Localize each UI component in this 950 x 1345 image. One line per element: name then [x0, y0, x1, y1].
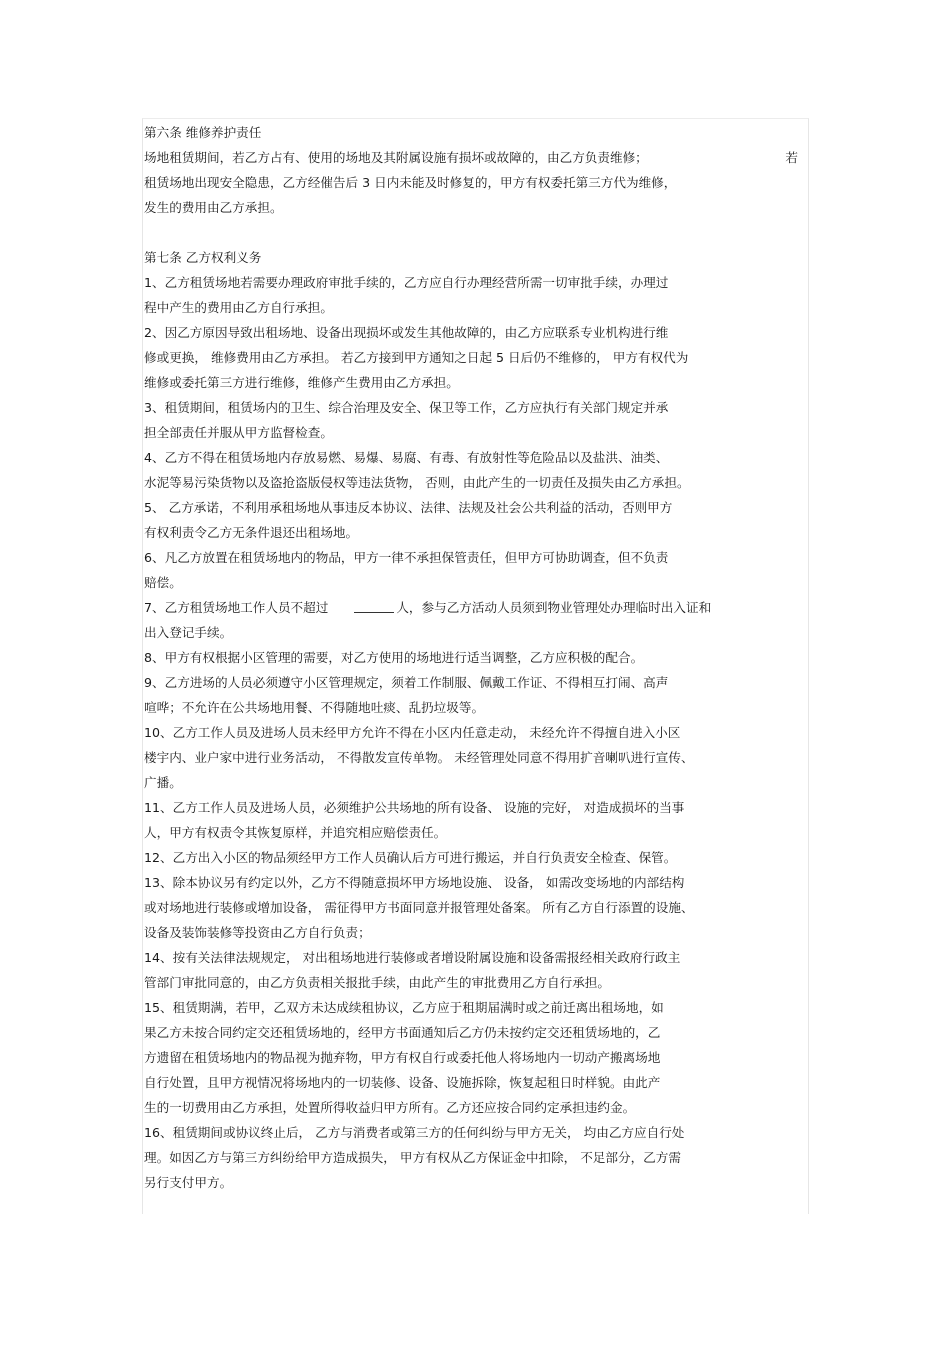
clause-line: 水泥等易污染货物以及盗抢盗版侵权等违法货物， 否则，由此产生的一切责任及损失由乙方承担。 — [144, 475, 690, 490]
clause-line: 生的一切费用由乙方承担，处置所得收益归甲方所有。乙方还应按合同约定承担违约金。 — [144, 1100, 636, 1115]
clause-line: 自行处置，且甲方视情况将场地内的一切装修、设备、设施拆除，恢复起租日时样貌。由此产 — [144, 1075, 661, 1090]
clause-line: 14、按有关法律法规规定， 对出租场地进行装修或者增设附属设施和设备需报经相关政府行政主 — [144, 950, 681, 965]
clause-line: 有权利责令乙方无条件退还出租场地。 — [144, 525, 359, 540]
article-6-line: 租赁场地出现安全隐患，乙方经催告后 3 日内未能及时修复的，甲方有权委托第三方代为维修， — [144, 175, 677, 190]
clause-line: 管部门审批同意的，由乙方负责相关报批手续，由此产生的审批费用乙方自行承担。 — [144, 975, 610, 990]
item-7-text: 人，参与乙方活动人员须到物业管理处办理临时出入证和 — [396, 600, 712, 615]
clause-line: 2、因乙方原因导致出租场地、设备出现损坏或发生其他故障的，由乙方应联系专业机构进行维 — [144, 325, 669, 340]
clause-line: 15、租赁期满，若甲，乙双方未达成续租协议，乙方应于租期届满时或之前迁离出租场地，如 — [144, 1000, 664, 1015]
article-7-item-7 — [144, 595, 804, 620]
article-7-items — [144, 270, 804, 595]
article-7-heading: 第七条 乙方权利义务 — [144, 250, 262, 265]
blank-fill-line — [354, 599, 394, 613]
clause-line: 另行支付甲方。 — [144, 1175, 233, 1190]
clause-line: 1、乙方租赁场地若需要办理政府审批手续的，乙方应自行办理经营所需一切审批手续，办理过 — [144, 275, 669, 290]
clause-line: 4、乙方不得在租赁场地内存放易燃、易爆、易腐、有毒、有放射性等危险品以及盐洪、油类、 — [144, 450, 669, 465]
article-6-line: 发生的费用由乙方承担。 — [144, 200, 283, 215]
clause-line: 赔偿。 — [144, 575, 182, 590]
clause-line: 16、租赁期间或协议终止后， 乙方与消费者或第三方的任何纠纷与甲方无关， 均由乙方应自行处 — [144, 1125, 685, 1140]
clause-line: 理。如因乙方与第三方纠纷给甲方造成损失， 甲方有权从乙方保证金中扣除， 不足部分，乙方需 — [144, 1150, 681, 1165]
article-6-heading: 第六条 维修养护责任 — [144, 125, 262, 140]
clause-line: 8、甲方有权根据小区管理的需要，对乙方使用的场地进行适当调整，乙方应积极的配合。 — [144, 650, 644, 665]
article-6-text: 场地租赁期间，若乙方占有、使用的场地及其附属设施有损坏或故障的，由乙方负责维修； — [144, 150, 648, 165]
clause-line: 楼宇内、业户家中进行业务活动， 不得散发宣传单物。 未经管理处同意不得用扩音喇叭进行宣传、 — [144, 750, 694, 765]
article-7-items — [144, 645, 804, 1195]
clause-line: 担全部责任并服从甲方监督检查。 — [144, 425, 333, 440]
article-7-item-7-cont: 出入登记手续。 — [144, 625, 233, 640]
clause-line: 程中产生的费用由乙方自行承担。 — [144, 300, 333, 315]
clause-line: 果乙方未按合同约定交还租赁场地的，经甲方书面通知后乙方仍未按约定交还租赁场地的，乙 — [144, 1025, 661, 1040]
clause-line: 13、除本协议另有约定以外，乙方不得随意损坏甲方场地设施、 设备， 如需改变场地的内部结构 — [144, 875, 685, 890]
clause-line: 喧哗；不允许在公共场地用餐、不得随地吐痰、乱扔垃圾等。 — [144, 700, 485, 715]
article-6-line — [144, 145, 804, 170]
clause-line: 10、乙方工作人员及进场人员未经甲方允许不得在小区内任意走动， 未经允许不得擅自进入小区 — [144, 725, 681, 740]
item-7-text: 7、乙方租赁场地工作人员不超过 — [144, 600, 329, 615]
clause-line: 11、乙方工作人员及进场人员，必须维护公共场地的所有设备、 设施的完好， 对造成损坏的当事 — [144, 800, 685, 815]
article-6-text-tail: 若 — [785, 150, 798, 165]
clause-line: 5、 乙方承诺，不利用承租场地从事违反本协议、法律、法规及社会公共利益的活动，否则甲方 — [144, 500, 673, 515]
clause-line: 修或更换， 维修费用由乙方承担。 若乙方接到甲方通知之日起 5 日后仍不维修的， 甲方有权代为 — [144, 350, 689, 365]
clause-line: 9、乙方进场的人员必须遵守小区管理规定，须着工作制服、佩戴工作证、不得相互打闹、高声 — [144, 675, 669, 690]
paragraph-gap — [144, 220, 804, 245]
clause-line: 6、凡乙方放置在租赁场地内的物品，甲方一律不承担保管责任，但甲方可协助调查，但不负责 — [144, 550, 669, 565]
clause-line: 方遗留在租赁场地内的物品视为抛弃物，甲方有权自行或委托他人将场地内一切动产搬离场地 — [144, 1050, 661, 1065]
clause-line: 维修或委托第三方进行维修，维修产生费用由乙方承担。 — [144, 375, 459, 390]
clause-line: 3、租赁期间，租赁场内的卫生、综合治理及安全、保卫等工作，乙方应执行有关部门规定并承 — [144, 400, 669, 415]
clause-line: 或对场地进行装修或增加设备， 需征得甲方书面同意并报管理处备案。 所有乙方自行添置的设施、 — [144, 900, 694, 915]
document-body — [144, 120, 804, 1195]
clause-line: 广播。 — [144, 775, 182, 790]
clause-line: 12、乙方出入小区的物品须经甲方工作人员确认后方可进行搬运，并自行负责安全检查、保管。 — [144, 850, 677, 865]
clause-line: 设备及装饰装修等投资由乙方自行负责； — [144, 925, 371, 940]
clause-line: 人，甲方有权责令其恢复原样，并追究相应赔偿责任。 — [144, 825, 447, 840]
